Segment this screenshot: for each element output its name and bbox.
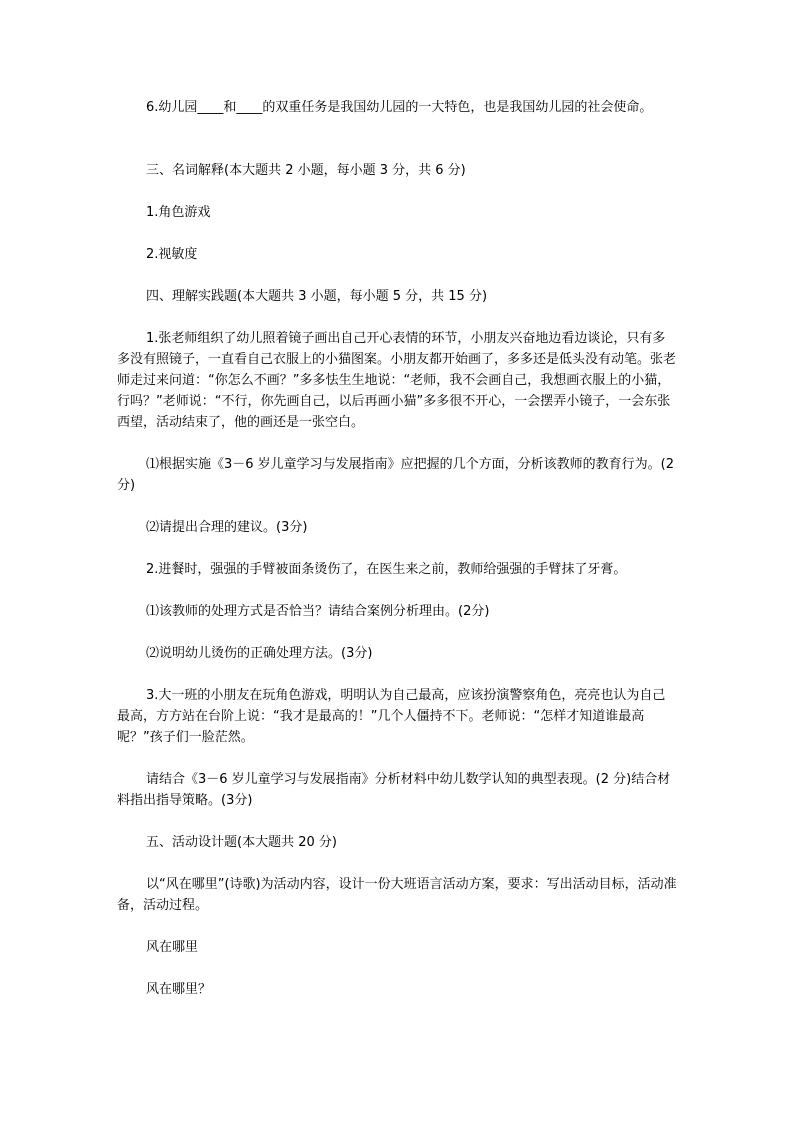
case-1-text: 1.张老师组织了幼儿照着镜子画出自己开心表情的环节，小朋友兴奋地边看边谈论，只有多多没有照镜子，一直看自己衣服上的小猫图案。小朋友都开始画了，多多还是低头没有动笔。张老师走过来问道：“你怎么不画？”多多怯生生地说：“老师，我不会画自己，我想画衣服上的小猫，行吗？”老师说：“不行，你先画自己，以后再画小猫”多多很不开心，一会摆弄小镜子，一会东张西望，活动结束了，他的画还是一张空白。 <box>117 331 677 430</box>
case-3-question: 请结合《3－6 岁儿童学习与发展指南》分析材料中幼儿数学认知的典型表现。(2 分)结合材料指出指导策略。(3分) <box>117 772 671 808</box>
case-2-text: 2.进餐时，强强的手臂被面条烫伤了，在医生来之前，教师给强强的手臂抹了牙膏。 <box>146 562 627 577</box>
design-task: 以“风在哪里”(诗歌)为活动内容，设计一份大班语言活动方案，要求：写出活动目标，活动准备，活动过程。 <box>117 877 677 913</box>
question-6: 6.幼儿园____和____的双重任务是我国幼儿园的一大特色，也是我国幼儿园的社会使命。 <box>146 100 653 115</box>
term-1: 1.角色游戏 <box>146 205 211 220</box>
poem-line-1: 风在哪里？ <box>146 982 212 997</box>
case-1-question-1: ⑴根据实施《3－6 岁儿童学习与发展指南》应把握的几个方面，分析该教师的教育行为。(2分) <box>117 457 675 493</box>
section-5-heading: 五、活动设计题(本大题共 20 分) <box>146 835 337 850</box>
section-4-heading: 四、理解实践题(本大题共 3 小题，每小题 5 分，共 15 分) <box>146 289 488 304</box>
case-2-question-2: ⑵说明幼儿烫伤的正确处理方法。(3分) <box>146 646 373 661</box>
poem-title: 风在哪里 <box>146 940 199 955</box>
term-2: 2.视敏度 <box>146 247 198 262</box>
case-3-text: 3.大一班的小朋友在玩角色游戏，明明认为自己最高，应该扮演警察角色，亮亮也认为自己最高，方方站在台阶上说：“我才是最高的！”几个人僵持不下。老师说：“怎样才知道谁最高呢？”孩子们一脸茫然。 <box>117 688 666 745</box>
case-1-question-2: ⑵请提出合理的建议。(3分) <box>146 520 308 535</box>
case-2-question-1: ⑴该教师的处理方式是否恰当？请结合案例分析理由。(2分) <box>146 604 490 619</box>
section-3-heading: 三、名词解释(本大题共 2 小题，每小题 3 分，共 6 分) <box>146 163 466 178</box>
